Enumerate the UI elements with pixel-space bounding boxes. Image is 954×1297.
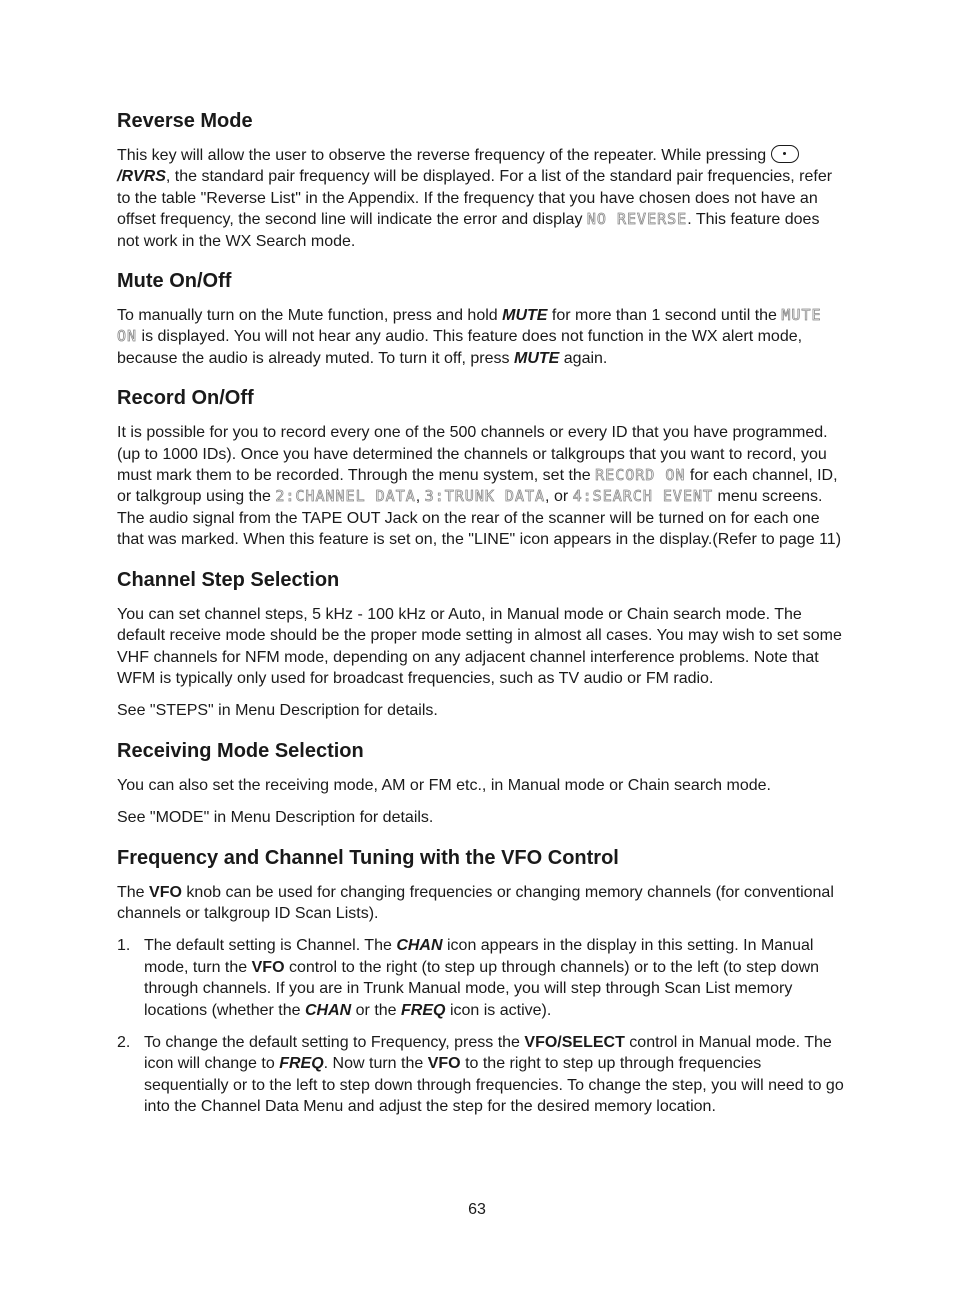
chan-key-label: CHAN — [304, 1001, 352, 1019]
paragraph-reverse-mode — [117, 145, 845, 252]
text: The default setting is Channel. The — [144, 937, 392, 955]
text: is displayed. You will not hear any audio. This feature does not function in the WX alert mode, because the audio is already muted. To turn it off, press — [117, 328, 803, 367]
text: The — [117, 883, 145, 901]
text: To manually turn on the Mute function, press and hold — [117, 307, 498, 325]
paragraph-receiving-mode: You can also set the receiving mode, AM or FM etc., in Manual mode or Chain search mode. — [117, 776, 771, 794]
page-content — [117, 108, 845, 1134]
paragraph-mute — [117, 305, 845, 369]
text: To change the default setting to Frequency, press the — [144, 1033, 520, 1051]
paragraph-record — [117, 422, 845, 550]
vfo-select-key-label: VFO/SELECT — [524, 1033, 625, 1051]
section-vfo — [117, 845, 845, 1118]
freq-key-label: FREQ — [401, 1001, 446, 1019]
list-item — [117, 1032, 845, 1118]
text: or the — [355, 1001, 397, 1019]
paragraph-see-steps: See "STEPS" in Menu Description for details. — [117, 702, 438, 720]
heading-vfo: Frequency and Channel Tuning with the VFO Control — [117, 846, 619, 869]
heading-channel-step: Channel Step Selection — [117, 568, 340, 591]
vfo-key-label: VFO — [251, 958, 285, 976]
lcd-mute-on: MUTE ON — [117, 306, 822, 346]
section-mute — [117, 268, 845, 369]
vfo-key-label: VFO — [427, 1055, 461, 1073]
section-reverse-mode — [117, 108, 845, 252]
text: , or — [545, 488, 569, 506]
mute-key-label: MUTE — [502, 307, 548, 325]
text: knob can be used for changing frequencies or changing memory channels (for conventional channels or talkgroup ID Scan Lists). — [117, 883, 834, 922]
vfo-key-label: VFO — [149, 883, 182, 901]
text: , — [415, 488, 421, 506]
text: This key will allow the user to observe the reverse frequency of the repeater. While pressing — [117, 147, 767, 164]
text: menu screens. The audio signal from the TAPE OUT Jack on the rear of the scanner will be turned on for each one that was marked. When this feature is set on, the "LINE" icon appears in the display.(Refer to page 11) — [117, 488, 842, 549]
text: icon appears in the display in this setting. In Manual mode, turn the — [144, 937, 814, 976]
section-channel-step — [117, 567, 845, 722]
text: It is possible for you to record every one of the 500 channels or every ID that you have programmed. (up to 1000 IDs). Once you have determined the channels or talkgroups that you want to record, you must mark them to be recorded. Through the menu system, set the — [117, 424, 828, 485]
text: control in Manual mode. The icon will change to — [144, 1033, 832, 1073]
section-receiving-mode — [117, 738, 845, 829]
lcd-no-reverse: NO REVERSE — [586, 210, 688, 229]
vfo-steps-list — [117, 935, 845, 1117]
lcd-channel-data: 2:CHANNEL DATA — [275, 487, 416, 506]
rvrs-key-label: /RVRS — [117, 168, 166, 186]
page-number: 63 — [468, 1201, 486, 1218]
text: . Now turn the — [323, 1055, 424, 1073]
heading-record: Record On/Off — [117, 387, 254, 410]
text: again. — [563, 349, 608, 367]
text: control to the right (to step up through channels) or to the left (to step down through channels. If you are in Trunk Manual mode, you will step through Scan List memory locations (whether the — [144, 958, 820, 1019]
paragraph-vfo-intro — [117, 882, 845, 925]
lcd-record-on: RECORD ON — [595, 466, 686, 485]
list-item-number: 1. — [117, 937, 131, 955]
dot-key-icon — [771, 145, 799, 163]
text: , the standard pair frequency will be displayed. For a list of the standard pair frequencies, refer to the table "Reverse List" in the Appendix. If the frequency that you have chosen does not have an offset frequency, the second line will indicate the error and display — [117, 168, 833, 229]
text: to the right to step up through frequencies sequentially or to the left to step down through frequencies. To change the step, you will need to go into the Channel Data Menu and adjust the step for the desired memory location. — [144, 1055, 844, 1116]
heading-mute: Mute On/Off — [117, 270, 232, 293]
freq-key-label: FREQ — [279, 1055, 324, 1073]
paragraph-see-mode: See "MODE" in Menu Description for details. — [117, 809, 434, 827]
text: for more than 1 second until the — [551, 307, 777, 325]
chan-key-label: CHAN — [396, 937, 443, 955]
mute-key-label: MUTE — [513, 349, 560, 367]
text: for each channel, ID, or talkgroup using the — [117, 467, 838, 506]
paragraph-channel-step: You can set channel steps, 5 kHz - 100 kHz or Auto, in Manual mode or Chain search mode. The default receive mode should be the proper mode setting in almost all cases. You may wish to set some VHF channels for NFM mode, depending on any adjacent channel interference problems. Note that WFM is typically only used for broadcast frequencies, such as TV audio or FM radio. — [117, 605, 842, 687]
section-record — [117, 385, 845, 550]
lcd-trunk-data: 3:TRUNK DATA — [424, 487, 546, 506]
heading-receiving-mode: Receiving Mode Selection — [117, 739, 364, 762]
lcd-search-event: 4:SEARCH EVENT — [572, 487, 714, 506]
list-item-number: 2. — [117, 1033, 131, 1051]
text: . This feature does not work in the WX Search mode. — [117, 211, 820, 250]
list-item — [117, 935, 845, 1021]
heading-reverse-mode: Reverse Mode — [117, 110, 253, 132]
text: icon is active). — [449, 1001, 552, 1019]
